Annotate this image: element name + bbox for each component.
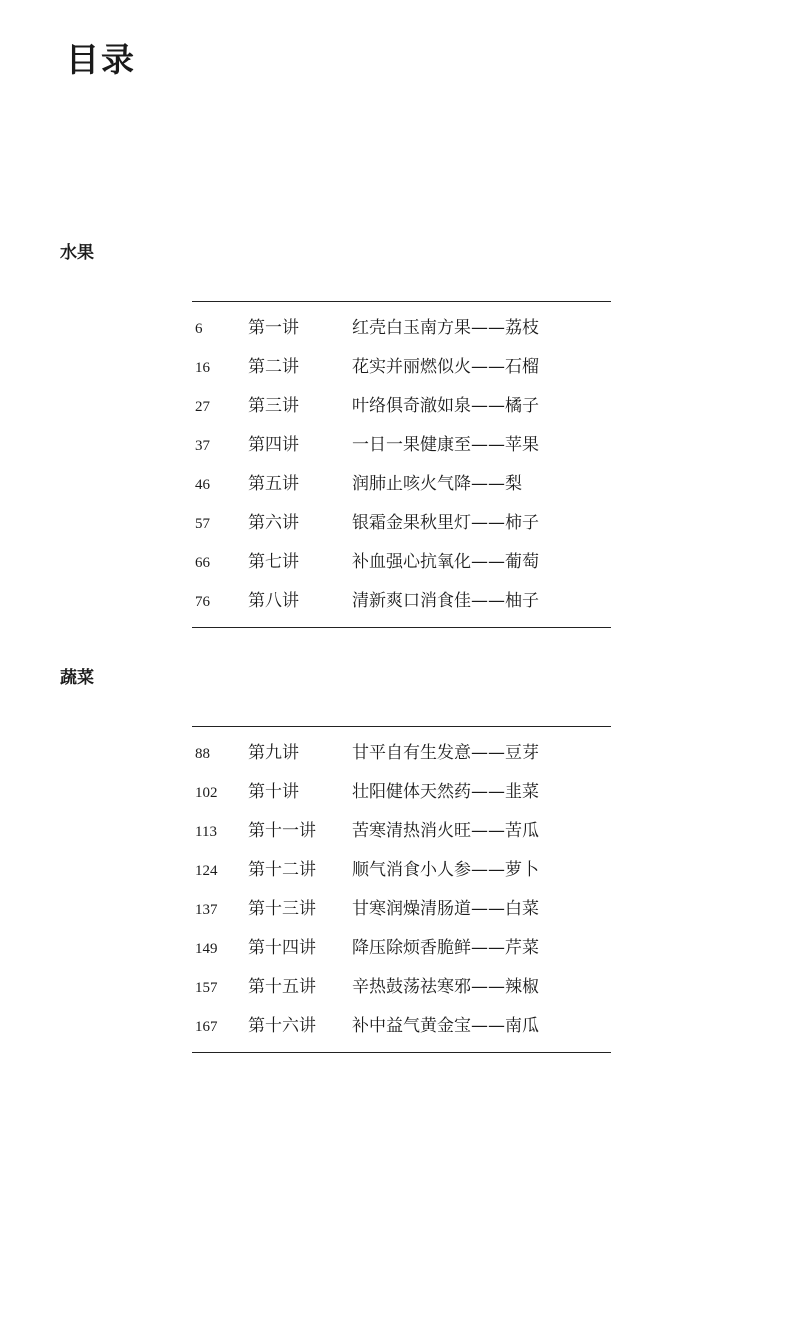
- toc-entry[interactable]: [192, 773, 611, 812]
- entry-lecture-number: 第七讲: [248, 552, 299, 572]
- entry-page-number: 37: [195, 438, 210, 454]
- toc-entry[interactable]: [192, 348, 611, 387]
- toc-entry[interactable]: [192, 968, 611, 1007]
- entry-title: 润肺止咳火气降——梨: [352, 474, 522, 494]
- entry-lecture-number: 第八讲: [248, 591, 299, 611]
- entry-lecture-number: 第九讲: [248, 743, 299, 763]
- toc-table-fruit: [192, 301, 611, 628]
- entry-lecture-number: 第二讲: [248, 357, 299, 377]
- entry-page-number: 57: [195, 516, 210, 532]
- entry-title: 甘平自有生发意——豆芽: [352, 743, 539, 763]
- entry-title: 壮阳健体天然药——韭菜: [352, 782, 539, 802]
- table-bottom-rule: [192, 627, 611, 628]
- entry-page-number: 102: [195, 785, 218, 801]
- entry-lecture-number: 第一讲: [248, 318, 299, 338]
- toc-table-vegetables: [192, 726, 611, 1053]
- entry-title: 花实并丽燃似火——石榴: [352, 357, 539, 377]
- section-heading-vegetables: 蔬菜: [60, 668, 94, 688]
- toc-entry[interactable]: [192, 426, 611, 465]
- entry-lecture-number: 第五讲: [248, 474, 299, 494]
- entry-lecture-number: 第十三讲: [248, 899, 316, 919]
- entry-title: 一日一果健康至——苹果: [352, 435, 539, 455]
- toc-entry[interactable]: [192, 734, 611, 773]
- entry-page-number: 137: [195, 902, 218, 918]
- page-title: 目录: [66, 40, 136, 79]
- entry-lecture-number: 第十六讲: [248, 1016, 316, 1036]
- entry-lecture-number: 第三讲: [248, 396, 299, 416]
- entry-page-number: 16: [195, 360, 210, 376]
- toc-entry[interactable]: [192, 309, 611, 348]
- entry-lecture-number: 第十一讲: [248, 821, 316, 841]
- entry-page-number: 157: [195, 980, 218, 996]
- entry-page-number: 149: [195, 941, 218, 957]
- entry-page-number: 6: [195, 321, 203, 337]
- toc-entry[interactable]: [192, 504, 611, 543]
- entry-title: 苦寒清热消火旺——苦瓜: [352, 821, 539, 841]
- toc-entry[interactable]: [192, 543, 611, 582]
- entry-page-number: 124: [195, 863, 218, 879]
- toc-entry[interactable]: [192, 582, 611, 621]
- entry-page-number: 66: [195, 555, 210, 571]
- entry-title: 叶络俱奇澈如泉——橘子: [352, 396, 539, 416]
- toc-entry[interactable]: [192, 929, 611, 968]
- entry-title: 红壳白玉南方果——荔枝: [352, 318, 539, 338]
- entry-lecture-number: 第四讲: [248, 435, 299, 455]
- entry-title: 清新爽口消食佳——柚子: [352, 591, 539, 611]
- toc-entry[interactable]: [192, 1007, 611, 1046]
- entry-title: 补中益气黄金宝——南瓜: [352, 1016, 539, 1036]
- entry-title: 降压除烦香脆鲜——芹菜: [352, 938, 539, 958]
- table-bottom-rule: [192, 1052, 611, 1053]
- entry-lecture-number: 第十讲: [248, 782, 299, 802]
- toc-entry[interactable]: [192, 387, 611, 426]
- entry-lecture-number: 第十二讲: [248, 860, 316, 880]
- entry-title: 甘寒润燥清肠道——白菜: [352, 899, 539, 919]
- entry-lecture-number: 第十四讲: [248, 938, 316, 958]
- toc-entry[interactable]: [192, 890, 611, 929]
- entry-title: 辛热鼓荡祛寒邪——辣椒: [352, 977, 539, 997]
- entry-lecture-number: 第六讲: [248, 513, 299, 533]
- section-heading-fruit: 水果: [60, 243, 94, 263]
- entry-page-number: 27: [195, 399, 210, 415]
- entry-page-number: 76: [195, 594, 210, 610]
- entry-page-number: 113: [195, 824, 217, 840]
- entry-page-number: 46: [195, 477, 210, 493]
- entry-page-number: 167: [195, 1019, 218, 1035]
- toc-entry[interactable]: [192, 812, 611, 851]
- toc-entry[interactable]: [192, 465, 611, 504]
- toc-entry[interactable]: [192, 851, 611, 890]
- entry-page-number: 88: [195, 746, 210, 762]
- entry-title: 补血强心抗氧化——葡萄: [352, 552, 539, 572]
- entry-lecture-number: 第十五讲: [248, 977, 316, 997]
- entry-title: 顺气消食小人参——萝卜: [352, 860, 539, 880]
- entry-title: 银霜金果秋里灯——柿子: [352, 513, 539, 533]
